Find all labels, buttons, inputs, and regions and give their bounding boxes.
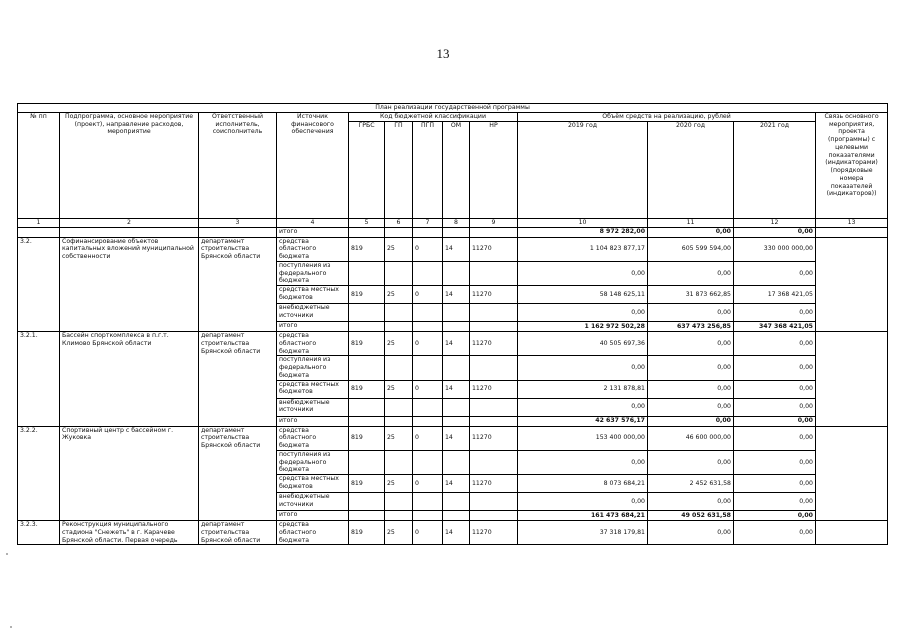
code-pgp: 0 bbox=[413, 475, 443, 493]
code-nr: 11270 bbox=[470, 286, 518, 304]
amount-2021: 0,00 bbox=[734, 493, 816, 511]
col-header-responsible: Ответственный исполнитель, соисполнитель bbox=[199, 112, 277, 218]
amount-2020: 2 452 631,58 bbox=[648, 475, 734, 493]
code-grbs bbox=[349, 261, 385, 285]
amount-2019: 8 073 684,21 bbox=[518, 475, 648, 493]
code-grbs: 819 bbox=[349, 332, 385, 356]
code-om bbox=[443, 356, 470, 380]
total-2021: 0,00 bbox=[734, 511, 816, 521]
code-nr: 11270 bbox=[470, 521, 518, 545]
amount-2020: 0,00 bbox=[648, 398, 734, 416]
code-nr bbox=[470, 356, 518, 380]
total-2019: 8 972 282,00 bbox=[518, 227, 648, 237]
funding-source: средства областного бюджета bbox=[277, 521, 349, 545]
amount-2020: 605 599 594,00 bbox=[648, 237, 734, 261]
funding-source: средства местных бюджетов bbox=[277, 475, 349, 493]
amount-2021: 17 368 421,05 bbox=[734, 286, 816, 304]
code-nr: 11270 bbox=[470, 332, 518, 356]
col-header-no: № пп bbox=[18, 112, 60, 218]
code-pgp bbox=[413, 493, 443, 511]
plan-header-row bbox=[18, 104, 888, 113]
responsible-executor: департамент строительства Брянской области bbox=[199, 521, 277, 545]
funding-row bbox=[18, 237, 888, 261]
section-name: Спортивный центр с бассейном г. Жуковка bbox=[60, 426, 199, 521]
col-header-code: Код бюджетной классификации bbox=[349, 112, 518, 121]
top-total-row bbox=[18, 227, 888, 237]
total-label: итого bbox=[277, 511, 349, 521]
code-cell-empty bbox=[443, 416, 470, 426]
code-gp bbox=[385, 493, 413, 511]
amount-2020: 0,00 bbox=[648, 380, 734, 398]
section-number: 3.2.3. bbox=[18, 521, 60, 545]
code-cell-empty bbox=[470, 322, 518, 332]
code-nr bbox=[470, 493, 518, 511]
column-number: 1 bbox=[18, 218, 60, 227]
code-gp bbox=[385, 261, 413, 285]
code-gp bbox=[385, 398, 413, 416]
total-2020: 0,00 bbox=[648, 416, 734, 426]
code-pgp: 0 bbox=[413, 332, 443, 356]
code-om: 14 bbox=[443, 521, 470, 545]
code-om: 14 bbox=[443, 332, 470, 356]
funding-source: поступления из федерального бюджета bbox=[277, 261, 349, 285]
amount-2021: 0,00 bbox=[734, 521, 816, 545]
code-gp: 25 bbox=[385, 521, 413, 545]
code-gp bbox=[385, 356, 413, 380]
code-gp: 25 bbox=[385, 237, 413, 261]
col-header-grbs: ГРБС bbox=[349, 121, 385, 218]
funding-source: внебюджетные источники bbox=[277, 398, 349, 416]
code-nr: 11270 bbox=[470, 237, 518, 261]
code-om: 14 bbox=[443, 380, 470, 398]
indicator-link bbox=[816, 521, 888, 545]
total-2020: 0,00 bbox=[648, 227, 734, 237]
indicator-link bbox=[816, 426, 888, 521]
column-number: 11 bbox=[648, 218, 734, 227]
section-number: 3.2. bbox=[18, 237, 60, 332]
amount-2019: 1 104 823 877,17 bbox=[518, 237, 648, 261]
code-grbs bbox=[349, 450, 385, 474]
code-cell-empty bbox=[385, 416, 413, 426]
code-om: 14 bbox=[443, 237, 470, 261]
responsible-executor: департамент строительства Брянской области bbox=[199, 426, 277, 521]
section-name: Бассейн спорткомплекса в п.г.т. Климово Брянской области bbox=[60, 332, 199, 427]
column-number-row bbox=[18, 218, 888, 227]
code-grbs: 819 bbox=[349, 286, 385, 304]
total-2020: 49 052 631,58 bbox=[648, 511, 734, 521]
code-grbs: 819 bbox=[349, 426, 385, 450]
code-gp bbox=[385, 450, 413, 474]
section-number: 3.2.2. bbox=[18, 426, 60, 521]
amount-2019: 0,00 bbox=[518, 261, 648, 285]
col-header-program: Подпрограмма, основное мероприятие (проект), направление расходов, мероприятие bbox=[60, 112, 199, 218]
code-pgp: 0 bbox=[413, 521, 443, 545]
col-header-link: Связь основного мероприятия, проекта (программы) с целевыми показателями (индикаторами) (порядковые номера показателей (индикаторов)) bbox=[816, 112, 888, 218]
total-label: итого bbox=[277, 416, 349, 426]
col-header-2021: 2021 год bbox=[734, 121, 816, 218]
amount-2019: 0,00 bbox=[518, 304, 648, 322]
column-number: 6 bbox=[385, 218, 413, 227]
code-nr: 11270 bbox=[470, 380, 518, 398]
funding-row bbox=[18, 426, 888, 450]
amount-2021: 0,00 bbox=[734, 356, 816, 380]
total-label: итого bbox=[277, 227, 349, 237]
indicator-link bbox=[816, 237, 888, 332]
code-nr bbox=[470, 398, 518, 416]
total-2019: 42 637 576,17 bbox=[518, 416, 648, 426]
code-grbs bbox=[349, 493, 385, 511]
amount-2019: 37 318 179,81 bbox=[518, 521, 648, 545]
code-pgp: 0 bbox=[413, 380, 443, 398]
scan-speck bbox=[10, 626, 12, 628]
total-2019: 1 162 972 502,28 bbox=[518, 322, 648, 332]
amount-2021: 0,00 bbox=[734, 426, 816, 450]
code-grbs bbox=[349, 398, 385, 416]
amount-2021: 0,00 bbox=[734, 332, 816, 356]
code-om bbox=[443, 304, 470, 322]
column-number: 5 bbox=[349, 218, 385, 227]
column-number: 3 bbox=[199, 218, 277, 227]
amount-2019: 153 400 000,00 bbox=[518, 426, 648, 450]
code-cell-empty bbox=[413, 416, 443, 426]
code-gp: 25 bbox=[385, 332, 413, 356]
funding-source: поступления из федерального бюджета bbox=[277, 356, 349, 380]
amount-2019: 2 131 878,81 bbox=[518, 380, 648, 398]
amount-2020: 0,00 bbox=[648, 261, 734, 285]
code-pgp: 0 bbox=[413, 237, 443, 261]
amount-2020: 31 873 662,85 bbox=[648, 286, 734, 304]
column-number: 2 bbox=[60, 218, 199, 227]
section-name: Реконструкция муниципального стадиона "Снежеть" в г. Карачеве Брянской области. Первая очередь bbox=[60, 521, 199, 545]
code-gp: 25 bbox=[385, 380, 413, 398]
amount-2019: 0,00 bbox=[518, 493, 648, 511]
plan-title: План реализации государственной программы bbox=[18, 104, 888, 113]
code-grbs: 819 bbox=[349, 475, 385, 493]
amount-2020: 0,00 bbox=[648, 450, 734, 474]
code-pgp: 0 bbox=[413, 426, 443, 450]
scan-speck bbox=[6, 553, 8, 555]
column-number: 8 bbox=[443, 218, 470, 227]
amount-2021: 0,00 bbox=[734, 380, 816, 398]
code-om bbox=[443, 450, 470, 474]
col-header-om: ОМ bbox=[443, 121, 470, 218]
funding-source: средства местных бюджетов bbox=[277, 380, 349, 398]
column-number: 13 bbox=[816, 218, 888, 227]
code-grbs: 819 bbox=[349, 380, 385, 398]
col-header-source: Источник финансового обеспечения bbox=[277, 112, 349, 218]
total-2021: 0,00 bbox=[734, 416, 816, 426]
code-nr: 11270 bbox=[470, 475, 518, 493]
code-grbs bbox=[349, 356, 385, 380]
section-name: Софинансирование объектов капитальных вложений муниципальной собственности bbox=[60, 237, 199, 332]
col-header-pgp: ПГП bbox=[413, 121, 443, 218]
code-pgp bbox=[413, 304, 443, 322]
code-om: 14 bbox=[443, 286, 470, 304]
code-pgp bbox=[413, 398, 443, 416]
program-table bbox=[17, 103, 888, 545]
code-pgp: 0 bbox=[413, 286, 443, 304]
code-pgp bbox=[413, 356, 443, 380]
funding-source: средства областного бюджета bbox=[277, 332, 349, 356]
amount-2019: 0,00 bbox=[518, 356, 648, 380]
column-number: 10 bbox=[518, 218, 648, 227]
code-cell-empty bbox=[470, 511, 518, 521]
funding-source: средства областного бюджета bbox=[277, 237, 349, 261]
funding-row bbox=[18, 332, 888, 356]
amount-2019: 0,00 bbox=[518, 398, 648, 416]
code-nr bbox=[470, 304, 518, 322]
section-number: 3.2.1. bbox=[18, 332, 60, 427]
code-cell-empty bbox=[349, 322, 385, 332]
code-nr bbox=[470, 261, 518, 285]
total-2020: 637 473 256,85 bbox=[648, 322, 734, 332]
amount-2021: 330 000 000,00 bbox=[734, 237, 816, 261]
amount-2021: 0,00 bbox=[734, 398, 816, 416]
code-om: 14 bbox=[443, 426, 470, 450]
amount-2020: 46 600 000,00 bbox=[648, 426, 734, 450]
funding-row bbox=[18, 521, 888, 545]
code-pgp bbox=[413, 450, 443, 474]
code-pgp bbox=[413, 261, 443, 285]
total-2021: 347 368 421,05 bbox=[734, 322, 816, 332]
total-2021: 0,00 bbox=[734, 227, 816, 237]
funding-source: внебюджетные источники bbox=[277, 493, 349, 511]
amount-2021: 0,00 bbox=[734, 475, 816, 493]
total-label: итого bbox=[277, 322, 349, 332]
code-grbs: 819 bbox=[349, 521, 385, 545]
code-cell-empty bbox=[349, 511, 385, 521]
amount-2020: 0,00 bbox=[648, 332, 734, 356]
code-cell-empty bbox=[413, 322, 443, 332]
code-cell-empty bbox=[385, 322, 413, 332]
amount-2020: 0,00 bbox=[648, 521, 734, 545]
code-gp: 25 bbox=[385, 426, 413, 450]
amount-2021: 0,00 bbox=[734, 450, 816, 474]
page-number: 13 bbox=[436, 46, 450, 61]
column-number: 9 bbox=[470, 218, 518, 227]
code-om bbox=[443, 398, 470, 416]
amount-2021: 0,00 bbox=[734, 304, 816, 322]
col-header-volume: Объём средств на реализацию, рублей bbox=[518, 112, 816, 121]
indicator-link bbox=[816, 332, 888, 427]
code-nr bbox=[470, 450, 518, 474]
amount-2019: 58 148 625,11 bbox=[518, 286, 648, 304]
code-cell-empty bbox=[349, 416, 385, 426]
code-grbs bbox=[349, 304, 385, 322]
column-number: 12 bbox=[734, 218, 816, 227]
amount-2019: 40 505 697,36 bbox=[518, 332, 648, 356]
funding-source: внебюджетные источники bbox=[277, 304, 349, 322]
funding-source: средства местных бюджетов bbox=[277, 286, 349, 304]
responsible-executor: департамент строительства Брянской области bbox=[199, 237, 277, 332]
code-cell-empty bbox=[385, 511, 413, 521]
code-cell-empty bbox=[443, 322, 470, 332]
code-grbs: 819 bbox=[349, 237, 385, 261]
amount-2021: 0,00 bbox=[734, 261, 816, 285]
code-gp: 25 bbox=[385, 286, 413, 304]
amount-2019: 0,00 bbox=[518, 450, 648, 474]
code-gp bbox=[385, 304, 413, 322]
col-header-nr: НР bbox=[470, 121, 518, 218]
amount-2020: 0,00 bbox=[648, 356, 734, 380]
code-om bbox=[443, 261, 470, 285]
funding-source: поступления из федерального бюджета bbox=[277, 450, 349, 474]
code-cell-empty bbox=[443, 511, 470, 521]
column-header-row bbox=[18, 112, 888, 121]
code-cell-empty bbox=[470, 416, 518, 426]
column-number: 4 bbox=[277, 218, 349, 227]
code-om: 14 bbox=[443, 475, 470, 493]
amount-2020: 0,00 bbox=[648, 304, 734, 322]
col-header-2019: 2019 год bbox=[518, 121, 648, 218]
code-om bbox=[443, 493, 470, 511]
code-nr: 11270 bbox=[470, 426, 518, 450]
total-2019: 161 473 684,21 bbox=[518, 511, 648, 521]
col-header-2020: 2020 год bbox=[648, 121, 734, 218]
column-number: 7 bbox=[413, 218, 443, 227]
col-header-gp: ГП bbox=[385, 121, 413, 218]
responsible-executor: департамент строительства Брянской области bbox=[199, 332, 277, 427]
funding-source: средства областного бюджета bbox=[277, 426, 349, 450]
amount-2020: 0,00 bbox=[648, 493, 734, 511]
code-cell-empty bbox=[413, 511, 443, 521]
code-gp: 25 bbox=[385, 475, 413, 493]
